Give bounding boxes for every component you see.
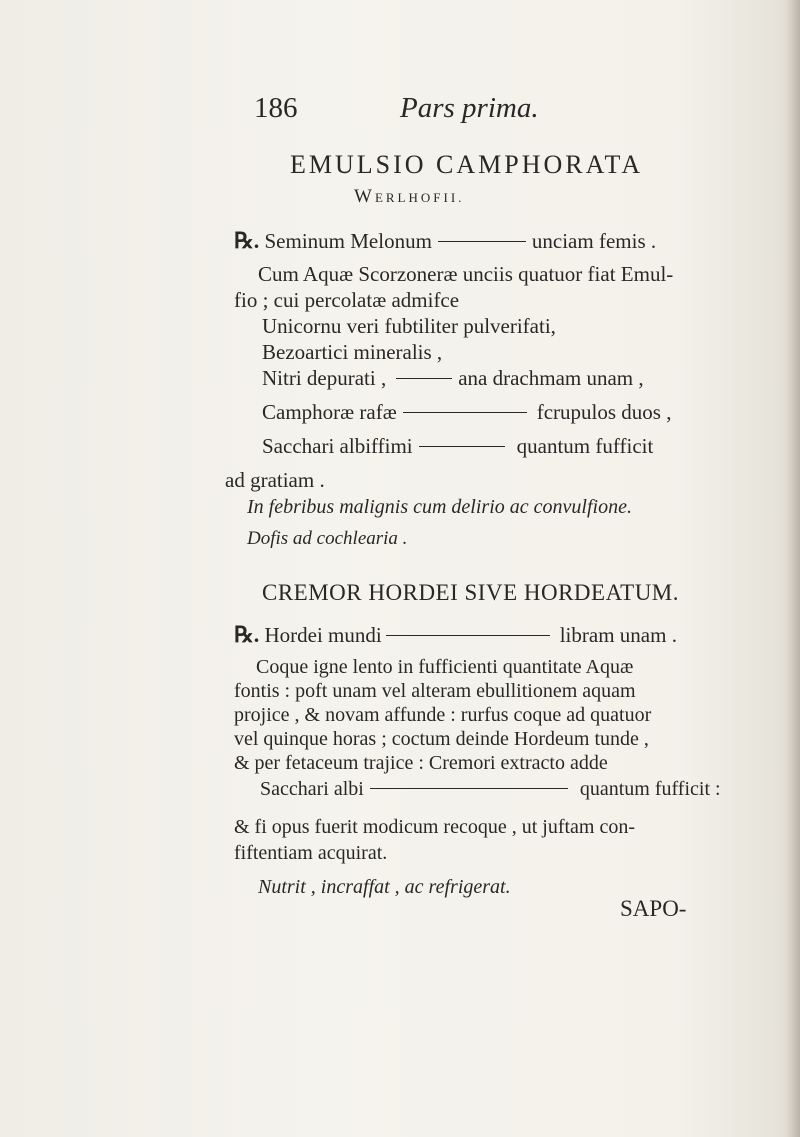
page-number: 186 bbox=[254, 92, 298, 124]
ingredient-name: Seminum Melonum bbox=[264, 229, 432, 253]
recipe2-line-9: fiftentiam acquirat. bbox=[234, 842, 388, 864]
recipe2-line-8: & fi opus fuerit modicum recoque , ut juftam con- bbox=[234, 816, 636, 838]
recipe2-line-1 bbox=[234, 622, 677, 648]
recipe1-line-1 bbox=[234, 228, 656, 254]
ingredient-quantity: unciam femis . bbox=[531, 229, 657, 253]
author-initial: W bbox=[354, 186, 375, 207]
recipe-title-emulsio: EMULSIO CAMPHORATA bbox=[290, 150, 644, 179]
ingredient-name: Hordei mundi bbox=[264, 623, 382, 647]
recipe2-line-6: & per fetaceum trajice : Cremori extracto adde bbox=[234, 752, 608, 774]
recipe1-dose: Dofis ad cochlearia . bbox=[247, 528, 408, 549]
recipe1-line-6 bbox=[262, 366, 644, 391]
ingredient-name: Sacchari albiffimi bbox=[262, 434, 413, 458]
recipe1-line-7 bbox=[262, 400, 671, 425]
recipe1-line-3: fio ; cui percolatæ admifce bbox=[234, 288, 460, 312]
recipe1-indication: In febribus malignis cum delirio ac convulfione. bbox=[247, 496, 632, 518]
ingredient-quantity: libram unam . bbox=[559, 623, 677, 647]
recipe1-line-4: Unicornu veri fubtiliter pulverifati, bbox=[262, 314, 556, 338]
recipe-title-cremor: CREMOR HORDEI SIVE HORDEATUM. bbox=[262, 580, 680, 605]
recipe2-line-2: Coque igne lento in fufficienti quantitate Aquæ bbox=[256, 656, 634, 678]
ingredient-name: Sacchari albi bbox=[260, 778, 364, 800]
dash-rule bbox=[438, 241, 526, 242]
recipe2-line-7 bbox=[260, 778, 721, 801]
ingredient-quantity: quantum fufficit bbox=[516, 434, 654, 458]
recipe1-line-9: ad gratiam . bbox=[225, 468, 325, 492]
dash-rule bbox=[370, 788, 568, 789]
author-rest: ERLHOFII. bbox=[374, 190, 465, 205]
recipe2-line-5: vel quinque horas ; coctum deinde Hordeum tunde , bbox=[234, 728, 649, 750]
recipe1-line-8 bbox=[262, 434, 653, 459]
dash-rule bbox=[419, 446, 505, 447]
ingredient-name: Camphoræ rafæ bbox=[262, 400, 397, 424]
recipe-symbol: ℞. bbox=[234, 228, 260, 253]
page-edge-shadow bbox=[786, 0, 800, 1137]
dash-rule bbox=[386, 635, 550, 636]
running-title: Pars prima. bbox=[400, 92, 539, 124]
ingredient-quantity: ana drachmam unam , bbox=[458, 366, 644, 390]
recipe-author bbox=[354, 186, 464, 208]
recipe2-indication: Nutrit , incraffat , ac refrigerat. bbox=[258, 876, 511, 898]
ingredient-quantity: quantum fufficit : bbox=[579, 778, 721, 800]
dash-rule bbox=[403, 412, 527, 413]
ingredient-name: Nitri depurati , bbox=[262, 366, 387, 390]
recipe2-line-4: projice , & novam affunde : rurfus coque ad quatuor bbox=[234, 704, 652, 726]
ingredient-quantity: fcrupulos duos , bbox=[536, 400, 672, 424]
recipe2-line-3: fontis : poft unam vel alteram ebullitionem aquam bbox=[234, 680, 636, 702]
recipe-symbol: ℞. bbox=[234, 622, 260, 647]
dash-rule bbox=[396, 378, 452, 379]
recipe1-line-2: Cum Aquæ Scorzoneræ unciis quatuor fiat Emul- bbox=[258, 262, 674, 286]
recipe1-line-5: Bezoartici mineralis , bbox=[262, 340, 443, 364]
catchword: SAPO- bbox=[620, 896, 687, 921]
